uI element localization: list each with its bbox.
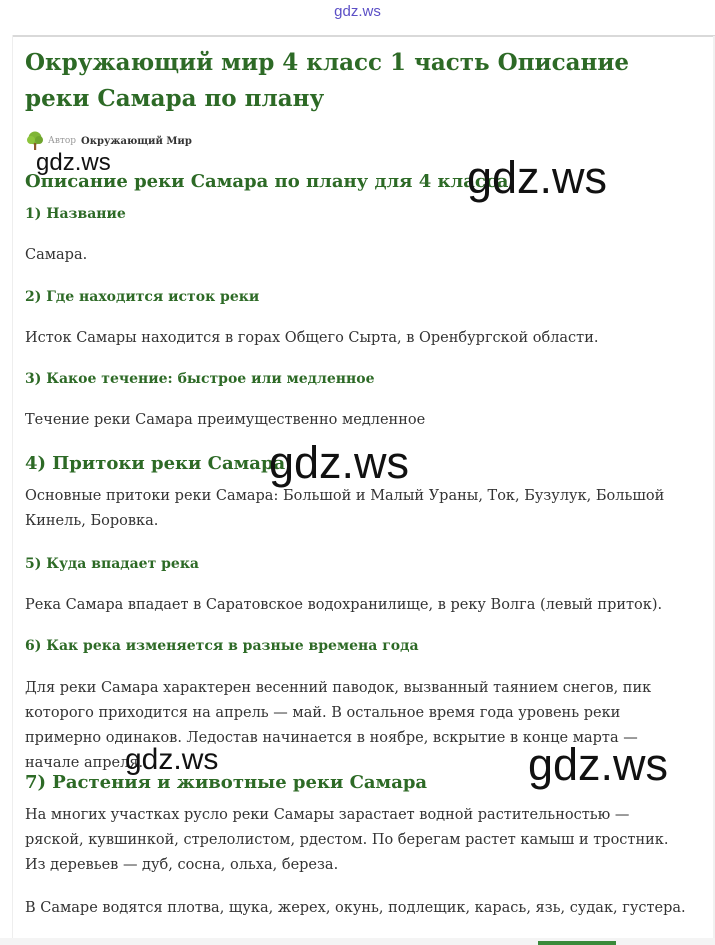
- section-heading-1: 1) Название: [25, 206, 126, 222]
- section-text-3: Течение реки Самара преимущественно медленное: [25, 412, 426, 428]
- header-divider: [12, 35, 715, 37]
- site-logo-link[interactable]: gdz.ws: [334, 3, 381, 20]
- content-left-border: [12, 35, 13, 945]
- section-text-4: Основные притоки реки Самара: Большой и Малый Ураны, Ток, Бузулук, Большой Кинель, Боровка.: [25, 488, 665, 529]
- watermark-2: gdz.ws: [467, 152, 608, 203]
- watermark-4: gdz.ws: [125, 743, 219, 776]
- footer-accent-bar: [538, 941, 616, 945]
- author-label: Автор: [48, 136, 77, 146]
- page-title: Окружающий мир 4 класс 1 часть Описание реки Самара по плану: [25, 49, 630, 112]
- article-heading: Описание реки Самара по плану для 4 класса: [25, 171, 509, 192]
- watermark-3: gdz.ws: [269, 437, 410, 488]
- section-text-7: На многих участках русло реки Самары зарастает водной растительностью — ряской, кувшинкой, стрелолистом, рдестом. По берегам растет камыш и тростник. Из деревьев — дуб, сосна, ольха, береза.: [25, 807, 669, 873]
- site-header: [0, 0, 715, 26]
- section-text-7b: В Самаре водятся плотва, щука, жерех, окунь, подлещик, карась, язь, судак, густера.: [25, 900, 686, 916]
- section-heading-6: 6) Как река изменяется в разные времена года: [25, 638, 419, 654]
- section-text-5: Река Самара впадает в Саратовское водохранилище, в реку Волга (левый приток).: [25, 597, 663, 613]
- author-name-link[interactable]: Окружающий Мир: [81, 135, 192, 147]
- section-text-6: Для реки Самара характерен весенний паводок, вызванный таянием снегов, пик которого приходится на апрель — май. В остальное время года уровень реки примерно одинаков. Ледостав начинается в ноябре, вскрытие в конце марта — начале апреля.: [25, 680, 652, 771]
- watermark-5: gdz.ws: [528, 739, 669, 790]
- section-heading-3: 3) Какое течение: быстрое или медленное: [25, 371, 375, 387]
- section-heading-2: 2) Где находится исток реки: [25, 289, 260, 305]
- section-text-2: Исток Самары находится в горах Общего Сырта, в Оренбургской области.: [25, 330, 599, 346]
- watermark-1: gdz.ws: [36, 149, 111, 176]
- section-text-1: Самара.: [25, 247, 88, 263]
- tree-icon: [26, 131, 44, 151]
- section-heading-5: 5) Куда впадает река: [25, 556, 199, 572]
- section-heading-4: 4) Притоки реки Самара: [25, 453, 286, 474]
- section-heading-7: 7) Растения и животные реки Самара: [25, 772, 428, 793]
